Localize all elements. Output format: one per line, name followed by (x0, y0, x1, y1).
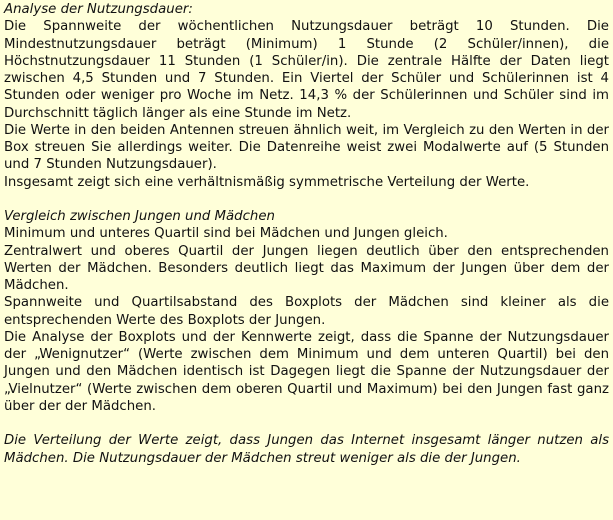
comparison-heading: Vergleich zwischen Jungen und Mädchen (4, 209, 275, 224)
section-gap (4, 415, 609, 432)
comparison-paragraph-3: Spannweite und Quartilsabstand des Boxplots der Mädchen sind kleiner als die entsprechenden Werte des Boxplots der Jungen. (4, 295, 609, 328)
analysis-heading: Analyse der Nutzungsdauer: (4, 2, 193, 17)
analysis-paragraph-2: Die Werte in den beiden Antennen streuen ähnlich weit, im Vergleich zu den Werten in der Box streuen Sie allerdings weiter. Die Datenreihe weist zwei Modalwerte auf (5 Stunden und 7 Stunden Nutzungsdauer). (4, 122, 609, 173)
comparison-section (4, 208, 609, 415)
analysis-section (4, 1, 609, 191)
comparison-paragraph-1: Minimum und unteres Quartil sind bei Mädchen und Jungen gleich. (4, 226, 448, 242)
conclusion-section (4, 432, 609, 467)
analysis-paragraph-1: Die Spannweite der wöchentlichen Nutzungsdauer beträgt 10 Stunden. Die Mindestnutzungsdauer beträgt (Minimum) 1 Stunde (2 Schüler/innen), die Höchstnutzungsdauer 11 Stunden (1 Schüler/in). Die zentrale Hälfte der Daten liegt zwischen 4,5 Stunden und 7 Stunden. Ein Viertel der Schüler und Schülerinnen ist 4 Stunden oder weniger pro Woche im Netz. 14,3 % der Schülerinnen und Schüler sind im Durchschnitt täglich länger als eine Stunde im Netz. (4, 19, 609, 121)
conclusion-paragraph: Die Verteilung der Werte zeigt, dass Jungen das Internet insgesamt länger nutzen als Mädchen. Die Nutzungsdauer der Mädchen streut weniger als die der Jungen. (4, 433, 609, 466)
section-gap (4, 191, 609, 208)
comparison-paragraph-4: Die Analyse der Boxplots und der Kennwerte zeigt, dass die Spanne der Nutzungsdauer der „Wenignutzer“ (Werte zwischen dem Minimum und dem unteren Quartil) bei den Jungen und den Mädchen identisch ist Dagegen liegt die Spanne der Nutzungsdauer der „Vielnutzer“ (Werte zwischen dem oberen Quartil und Maximum) bei den Jungen fast ganz über der der Mädchen. (4, 329, 609, 414)
analysis-paragraph-3: Insgesamt zeigt sich eine verhältnismäßig symmetrische Verteilung der Werte. (4, 174, 530, 190)
comparison-paragraph-2: Zentralwert und oberes Quartil der Jungen liegen deutlich über den entsprechenden Werten der Mädchen. Besonders deutlich liegt das Maximum der Jungen über dem der Mädchen. (4, 243, 609, 293)
